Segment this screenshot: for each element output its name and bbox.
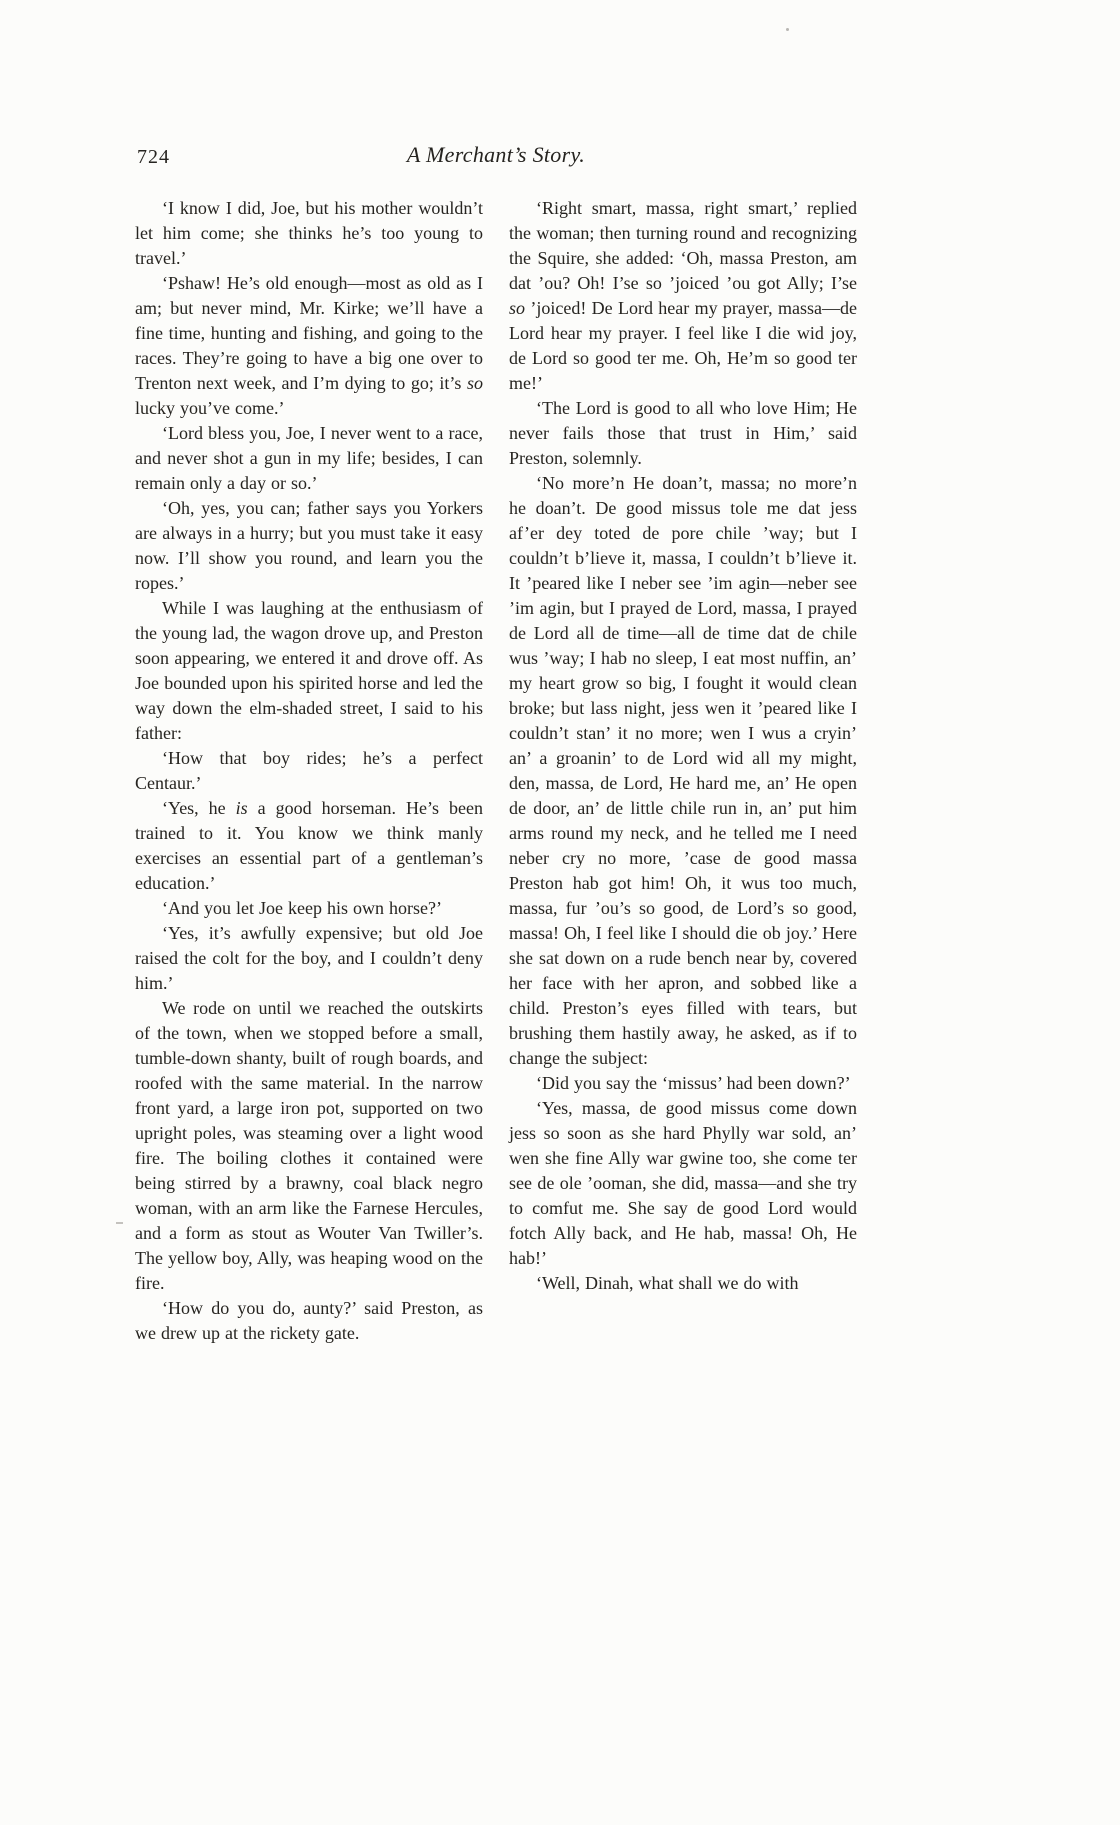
paragraph: We rode on until we reached the outskirts of the town, when we stopped before a small, tumble-down shanty, built of rough boards, and roofed with the same material. In the narrow front yard, a large iron pot, supported on two upright poles, was steaming over a light wood fire. The boiling clothes it contained were being stirred by a brawny, coal black negro woman, with an arm like the Farnese Hercules, and a form as stout as Wouter Van Twiller’s. The yellow boy, Ally, was heaping wood on the fire. xyxy=(135,998,483,1293)
paragraph: ‘Yes, massa, de good missus come down jess so soon as she hard Phylly war sold, an’ wen she fine Ally war gwine too, she come ter see de ole ’ooman, she did, massa—and she try to comfut me. She say de good Lord would fotch Ally back, and He hab, massa! Oh, He hab!’ xyxy=(509,1098,857,1268)
paragraph: ‘I know I did, Joe, but his mother wouldn’t let him come; she thinks he’s too young to travel.’ xyxy=(135,198,483,268)
paragraph: ‘How do you do, aunty?’ said Preston, as we drew up at the rickety gate. xyxy=(135,1298,483,1343)
book-page xyxy=(135,142,857,1346)
paragraph: While I was laughing at the enthusiasm of the young lad, the wagon drove up, and Preston soon appearing, we entered it and drove off. As Joe bounded upon his spirited horse and led the way down the elm-shaded street, I said to his father: xyxy=(135,598,483,743)
paragraph: ‘And you let Joe keep his own horse?’ xyxy=(162,898,442,918)
italic-emphasis: so xyxy=(466,373,483,393)
right-column xyxy=(509,196,857,1346)
page-header xyxy=(135,142,857,176)
paragraph: ‘Yes, it’s awfully expensive; but old Joe raised the colt for the boy, and I couldn’t deny him.’ xyxy=(135,923,483,993)
paragraph: ‘Pshaw! He’s old enough—most as old as I am; but never mind, Mr. Kirke; we’ll have a fine time, hunting and fishing, and going to the races. They’re going to have a big one over to Trenton next week, and I’m dying to go; it’s so lucky you’ve come.’ xyxy=(135,273,483,418)
paragraph: ‘Yes, he is a good horseman. He’s been trained to it. You know we think manly exercises an essential part of a gentleman’s education.’ xyxy=(135,798,483,893)
paragraph: ‘No more’n He doan’t, massa; no more’n he doan’t. De good missus tole me dat jess af’er dey toted de pore chile ’way; but I couldn’t b’lieve it, massa, I couldn’t b’lieve it. It ’peared like I neber see ’im agin—neber see ’im agin, but I prayed de Lord, massa, I prayed de Lord all de time—all de time dat de chile wus ’way; I hab no sleep, I eat most nuffin, an’ my heart grow so big, I fought it would clean broke; but lass night, jess wen it ’peared like I couldn’t stan’ it no more; wen I wus a cryin’ an’ a groanin’ to de Lord wid all my might, den, massa, de Lord, He hard me, an’ He open de door, an’ de little chile run in, an’ put him arms round my neck, and he telled me I need neber cry no more, ’case de good massa Preston hab got him! Oh, it wus too much, massa, fur ’ou’s so good, de Lord’s so good, massa! Oh, I feel like I should die ob joy.’ Here she sat down on a rude bench near by, covered her face with her apron, and sobbed like a child. Preston’s eyes filled with tears, but brushing them hastily away, he asked, as if to change the subject: xyxy=(509,473,857,1068)
italic-emphasis: so xyxy=(509,298,526,318)
paragraph: ‘The Lord is good to all who love Him; He never fails those that trust in Him,’ said Preston, solemnly. xyxy=(509,398,857,468)
paragraph: ‘Well, Dinah, what shall we do with xyxy=(536,1273,799,1293)
paragraph: ‘Lord bless you, Joe, I never went to a race, and never shot a gun in my life; besides, I can remain only a day or so.’ xyxy=(135,423,483,493)
scan-artifact-dash xyxy=(116,1222,123,1224)
scan-artifact-dot xyxy=(786,28,789,31)
paragraph: ‘Oh, yes, you can; father says you Yorkers are always in a hurry; but you must take it easy now. I’ll show you round, and learn you the ropes.’ xyxy=(135,498,483,593)
running-title: A Merchant’s Story. xyxy=(406,142,586,167)
left-column xyxy=(135,196,483,1346)
italic-emphasis: is xyxy=(235,798,248,818)
paragraph: ‘Did you say the ‘missus’ had been down?’ xyxy=(536,1073,851,1093)
text-columns xyxy=(135,196,857,1346)
page-number: 724 xyxy=(137,146,170,168)
paragraph: ‘How that boy rides; he’s a perfect Centaur.’ xyxy=(135,748,483,793)
paragraph: ‘Right smart, massa, right smart,’ replied the woman; then turning round and recognizing the Squire, she added: ‘Oh, massa Preston, am dat ’ou? Oh! I’se so ’joiced ’ou got Ally; I’se so ’joiced! De Lord hear my prayer, massa—de Lord hear my prayer. I feel like I die wid joy, de Lord so good ter me. Oh, He’m so good ter me!’ xyxy=(509,198,857,393)
